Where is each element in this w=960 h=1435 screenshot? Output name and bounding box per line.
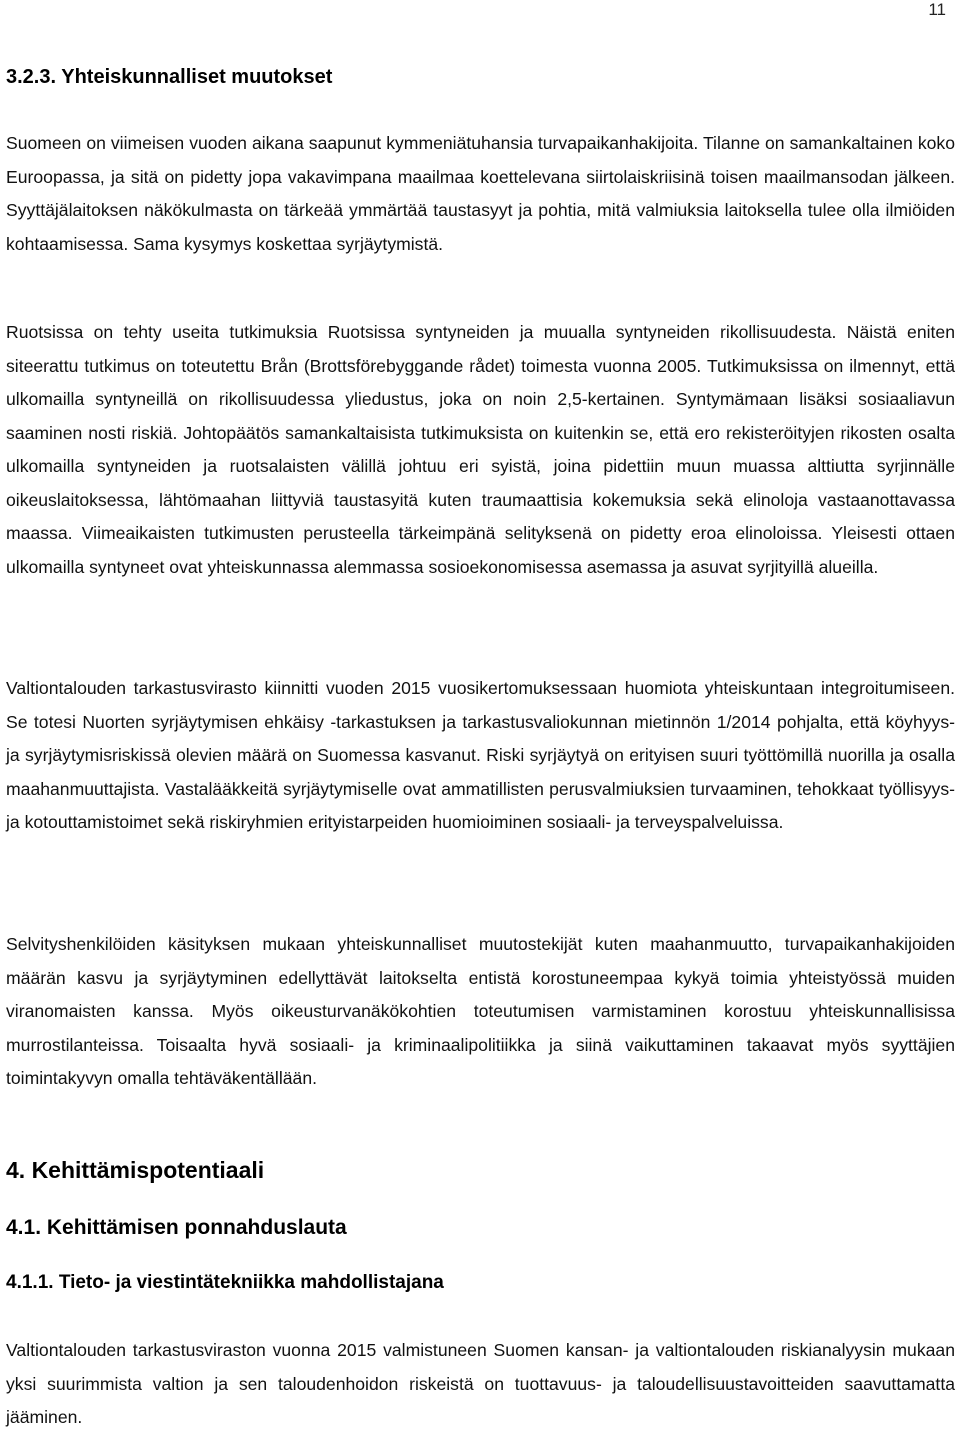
chapter-heading: 4. Kehittämispotentiaali [6,1157,265,1183]
subsubsection-heading: 4.1.1. Tieto- ja viestintätekniikka mahdollistajana [6,1272,444,1293]
page-number: 11 [928,0,946,19]
paragraph-asylum-seekers: Suomeen on viimeisen vuoden aikana saapunut kymmeniätuhansia turvapaikanhakijoita. Tilanne on samankaltainen koko Euroopassa, ja sitä on pidetty jopa vakavimpana maailmaa koettelevana siirtolaiskriisinä toisen maailmansodan jälkeen. Syyttäjälaitoksen näkökulmasta on tärkeää ymmärtää taustasyyt ja pohtia, mitä valmiuksia laitoksella tulee olla ilmiöiden kohtaamisessa. Sama kysymys koskettaa syrjäytymistä. [6,133,955,254]
paragraph-risk-analysis: Valtiontalouden tarkastusviraston vuonna 2015 valmistuneen Suomen kansan- ja valtiontalouden riskianalyysin mukaan yksi suurimmista valtion ja sen taloudenhoidon riskeistä on tuottavuus- ja taloudellisuustavoitteiden saavuttamatta jääminen. [6,1340,955,1427]
subsection-heading: 4.1. Kehittämisen ponnahduslauta [6,1216,347,1239]
paragraph-investigators-view: Selvityshenkilöiden käsityksen mukaan yhteiskunnalliset muutostekijät kuten maahanmuutto, turvapaikanhakijoiden määrän kasvu ja syrjäytyminen edellyttävät laitokselta entistä korostuneempaa kykyä toimia yhteistyössä muiden viranomaisten kanssa. Myös oikeusturvanäkökohtien toteutumisen varmistaminen korostuu yhteiskunnallisissa murrostilanteissa. Toisaalta hyvä sosiaali- ja kriminaalipolitiikka ja siinä vaikuttaminen takaavat myös syyttäjien toimintakyvyn omalla tehtäväkentällään. [6,934,955,1088]
paragraph-audit-office: Valtiontalouden tarkastusvirasto kiinnitti vuoden 2015 vuosikertomuksessaan huomiota yhteiskuntaan integroitumiseen. Se totesi Nuorten syrjäytymisen ehkäisy -tarkastuksen ja tarkastusvaliokunnan mietinnön 1/2014 pohjalta, että köyhyys- ja syrjäytymisriskissä olevien määrä on Suomessa kasvanut. Riski syrjäytyä on erityisen suuri työttömillä nuorilla ja osalla maahanmuuttajista. Vastalääkkeitä syrjäytymiselle ovat ammatillisten perusvalmiuksien turvaaminen, tehokkaat työllisyys- ja kotouttamistoimet sekä riskiryhmien erityistarpeiden huomioiminen sosiaali- ja terveyspalveluissa. [6,678,955,832]
section-heading: 3.2.3. Yhteiskunnalliset muutokset [6,66,333,88]
paragraph-sweden-research: Ruotsissa on tehty useita tutkimuksia Ruotsissa syntyneiden ja muualla syntyneiden rikollisuudesta. Näistä eniten siteerattu tutkimus on toteutettu Brån (Brottsförebyggande rådet) toimesta vuonna 2005. Tutkimuksissa on ilmennyt, että ulkomailla syntyneillä on rikollisuudessa yliedustus, joka on noin 2,5-kertainen. Syntymämaan lisäksi sosiaaliavun saaminen nosti riskiä. Johtopäätös samankaltaisista tutkimuksista on kuitenkin se, että ero rekisteröityjen rikosten osalta ulkomailla syntyneiden ja ruotsalaisten välillä johtuu eri syistä, joina pidettiin muun muassa alttiutta syrjinnälle oikeuslaitoksessa, lähtömaahan liittyviä taustasyitä kuten traumaattisia kokemuksia sekä elinoloja vastaanottavassa maassa. Viimeaikaisten tutkimusten perusteella tärkeimpänä selityksenä on pidetty eroa elinoloissa. Yleisesti ottaen ulkomailla syntyneet ovat yhteiskunnassa alemmassa sosioekonomisessa asemassa ja asuvat syrjityillä alueilla. [6,322,955,577]
